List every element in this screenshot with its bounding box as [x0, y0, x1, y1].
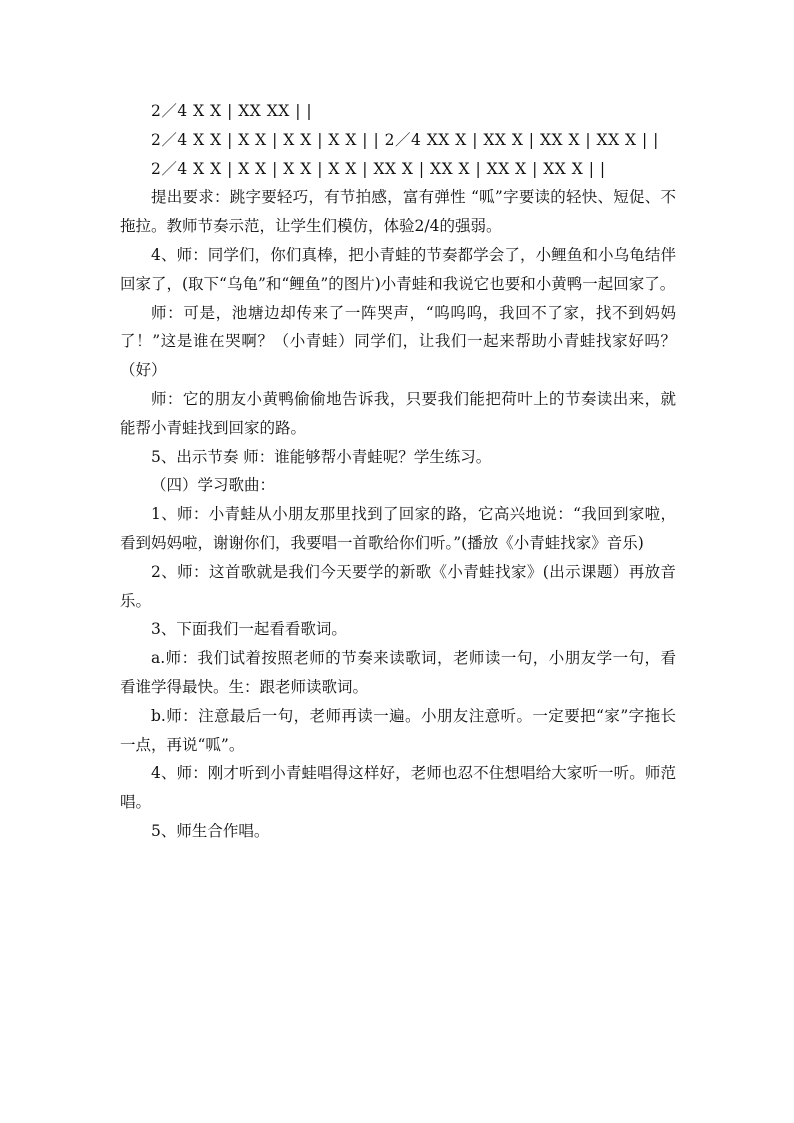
paragraph-song-3a: a.师：我们试着按照老师的节奏来读歌词，老师读一句，小朋友学一句，看看谁学得最快。生：跟老师读歌词。	[120, 649, 676, 696]
paragraph-crying: 师：可是，池塘边却传来了一阵哭声，“呜呜呜，我回不了家，找不到妈妈了！”这是谁在哭啊？（小青蛙）同学们，让我们一起来帮助小青蛙找家好吗？（好）	[120, 303, 676, 380]
paragraph-step-5: 5、出示节奏 师：谁能够帮小青蛙呢？学生练习。	[151, 447, 492, 466]
section-heading-learn-song: （四）学习歌曲：	[151, 476, 276, 495]
rhythm-line-1: 2／4 X X | XX XX | |	[151, 102, 313, 120]
document-body	[120, 97, 676, 846]
paragraph-song-3: 3、下面我们一起看看歌词。	[151, 620, 347, 639]
paragraph-song-1: 1、师：小青蛙从小朋友那里找到了回家的路，它高兴地说：“我回到家啦，看到妈妈啦，谢谢你们，我要唱一首歌给你们听。”(播放《小青蛙找家》音乐)	[120, 505, 676, 552]
paragraph-requirements: 提出要求：跳字要轻巧，有节拍感，富有弹性 “呱”字要读的轻快、短促、不拖拉。教师节奏示范，让学生们模仿，体验2/4的强弱。	[120, 188, 676, 236]
paragraph-song-4: 4、师：刚才听到小青蛙唱得这样好，老师也忍不住想唱给大家听一听。师范唱。	[120, 764, 676, 812]
rhythm-line-3: 2／4 X X | X X | X X | X X | XX X | XX X | XX X | XX X | |	[151, 159, 606, 178]
rhythm-line-2: 2／4 X X | X X | X X | X X | | 2／4 XX X | XX X | XX X | XX X | |	[151, 130, 659, 149]
paragraph-step-4: 4、师：同学们，你们真棒，把小青蛙的节奏都学会了，小鲤鱼和小乌龟结伴回家了，(取下“乌龟”和“鲤鱼”的图片)小青蛙和我说它也要和小黄鸭一起回家了。	[120, 245, 676, 293]
paragraph-duck-secret: 师：它的朋友小黄鸭偷偷地告诉我，只要我们能把荷叶上的节奏读出来，就能帮小青蛙找到回家的路。	[120, 389, 676, 437]
paragraph-song-5: 5、师生合作唱。	[151, 821, 270, 840]
paragraph-song-3b: b.师：注意最后一句，老师再读一遍。小朋友注意听。一定要把“家”字拖长一点，再说“呱”。	[120, 706, 676, 754]
paragraph-song-2: 2、师：这首歌就是我们今天要学的新歌《小青蛙找家》(出示课题）再放音乐。	[120, 562, 676, 610]
